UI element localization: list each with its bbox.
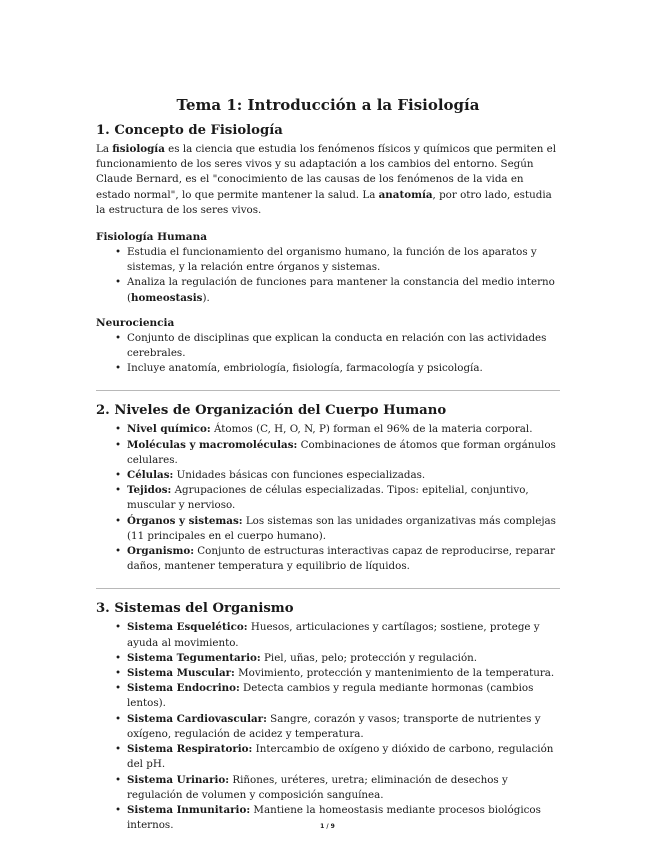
term-homeostasis: homeostasis [131, 291, 203, 304]
bullet-list [96, 422, 560, 574]
section-heading: 2. Niveles de Organización del Cuerpo Humano [96, 403, 447, 419]
item-text: Agrupaciones de células especializadas. Tipos: epitelial, conjuntivo, muscular y nervioso. [127, 484, 529, 512]
page-number: 1 / 9 [320, 823, 335, 830]
item-text: Átomos (C, H, O, N, P) forman el 96% de la materia corporal. [210, 423, 533, 436]
list-item [127, 483, 560, 513]
item-term: Sistema Endocrino: [127, 682, 240, 695]
page-title: Tema 1: Introducción a la Fisiología [176, 96, 480, 114]
item-text: Piel, uñas, pelo; protección y regulación. [260, 651, 478, 664]
subsection-heading: Neurociencia [96, 316, 175, 329]
section-niveles [96, 402, 560, 574]
subsection-neurociencia [96, 316, 560, 377]
section-concepto [96, 122, 560, 376]
list-item [127, 468, 560, 483]
list-item [127, 275, 560, 305]
bullet-list [96, 331, 560, 377]
list-item [127, 651, 560, 666]
section-heading: 1. Concepto de Fisiología [96, 123, 283, 138]
item-text: Unidades básicas con funciones especializadas. [173, 469, 426, 482]
item-text: Los sistemas son las unidades organizativas más complejas (11 principales en el cuerpo humano). [127, 514, 556, 542]
text-run: Analiza la regulación de funciones para mantener la constancia del medio interno ( [127, 276, 555, 304]
item-text: Sangre, corazón y vasos; transporte de nutrientes y oxígeno, regulación de acidez y temperatura. [127, 712, 541, 740]
item-term: Sistema Esquelético: [127, 621, 248, 634]
list-item [127, 681, 560, 711]
document-page [96, 96, 560, 833]
term-anatomia: anatomía [378, 188, 433, 201]
term-fisiologia: fisiología [112, 143, 165, 155]
item-text: Movimiento, protección y mantenimiento de la temperatura. [234, 667, 555, 680]
list-item [127, 514, 560, 544]
item-term: Órganos y sistemas: [127, 514, 243, 527]
item-term: Organismo: [127, 545, 195, 558]
list-item [127, 438, 560, 468]
divider [96, 390, 560, 391]
text-run: ). [202, 291, 210, 304]
item-term: Sistema Inmunitario: [127, 803, 251, 816]
item-text: Intercambio de oxígeno y dióxido de carbono, regulación del pH. [127, 743, 554, 771]
list-item [127, 773, 560, 803]
intro-paragraph [96, 142, 560, 218]
list-item: • Incluye anatomía, embriología, fisiología, farmacología y psicología. [127, 361, 560, 376]
item-term: Sistema Respiratorio: [127, 743, 253, 756]
section-heading: 3. Sistemas del Organismo [96, 601, 294, 617]
text-run: es la ciencia que estudia los fenómenos físicos y químicos que permiten el funcionamiento de los seres vivos y su adaptación a los cambios del entorno. Según Claude Bernard, es el "conocimiento de las causas de los fenómenos de la vida en estado normal", lo que permite mantener la salud. La [96, 143, 557, 201]
item-text: Combinaciones de átomos que forman orgánulos celulares. [127, 438, 556, 466]
item-text: Detecta cambios y regula mediante hormonas (cambios lentos). [127, 682, 534, 710]
text-run: La [96, 143, 113, 155]
list-item: • Conjunto de disciplinas que explican la conducta en relación con las actividades cerebrales. [127, 331, 560, 361]
list-item [127, 620, 560, 650]
list-item: • Estudia el funcionamiento del organismo humano, la función de los aparatos y sistemas, y la relación entre órganos y sistemas. [127, 245, 560, 275]
item-term: Sistema Cardiovascular: [127, 712, 267, 725]
item-text: Huesos, articulaciones y cartílagos; sostiene, protege y ayuda al movimiento. [127, 621, 540, 649]
item-term: Sistema Muscular: [127, 667, 235, 680]
list-item [127, 422, 560, 437]
text-run: , por otro lado, estudia la estructura de los seres vivos. [96, 188, 552, 216]
item-term: Sistema Urinario: [127, 773, 230, 786]
list-item [127, 666, 560, 681]
bullet-list [96, 245, 560, 306]
section-sistemas [96, 600, 560, 833]
list-item [127, 712, 560, 742]
item-term: Moléculas y macromoléculas: [127, 438, 298, 451]
bullet-list [96, 620, 560, 833]
subsection-fisiologia-humana [96, 230, 560, 306]
item-text: Conjunto de estructuras interactivas capaz de reproducirse, reparar daños, mantener temperatura y equilibrio de líquidos. [127, 545, 556, 573]
item-text: Riñones, uréteres, uretra; eliminación de desechos y regulación de volumen y composición sanguínea. [127, 773, 508, 801]
list-item [127, 742, 560, 772]
item-term: Nivel químico: [127, 423, 211, 436]
item-text: Mantiene la homeostasis mediante procesos biológicos internos. [127, 803, 541, 832]
divider [96, 588, 560, 589]
item-term: Sistema Tegumentario: [127, 651, 261, 664]
list-item [127, 544, 560, 574]
item-term: Células: [127, 469, 174, 482]
item-term: Tejidos: [127, 484, 172, 497]
subsection-heading: Fisiología Humana [96, 231, 208, 244]
